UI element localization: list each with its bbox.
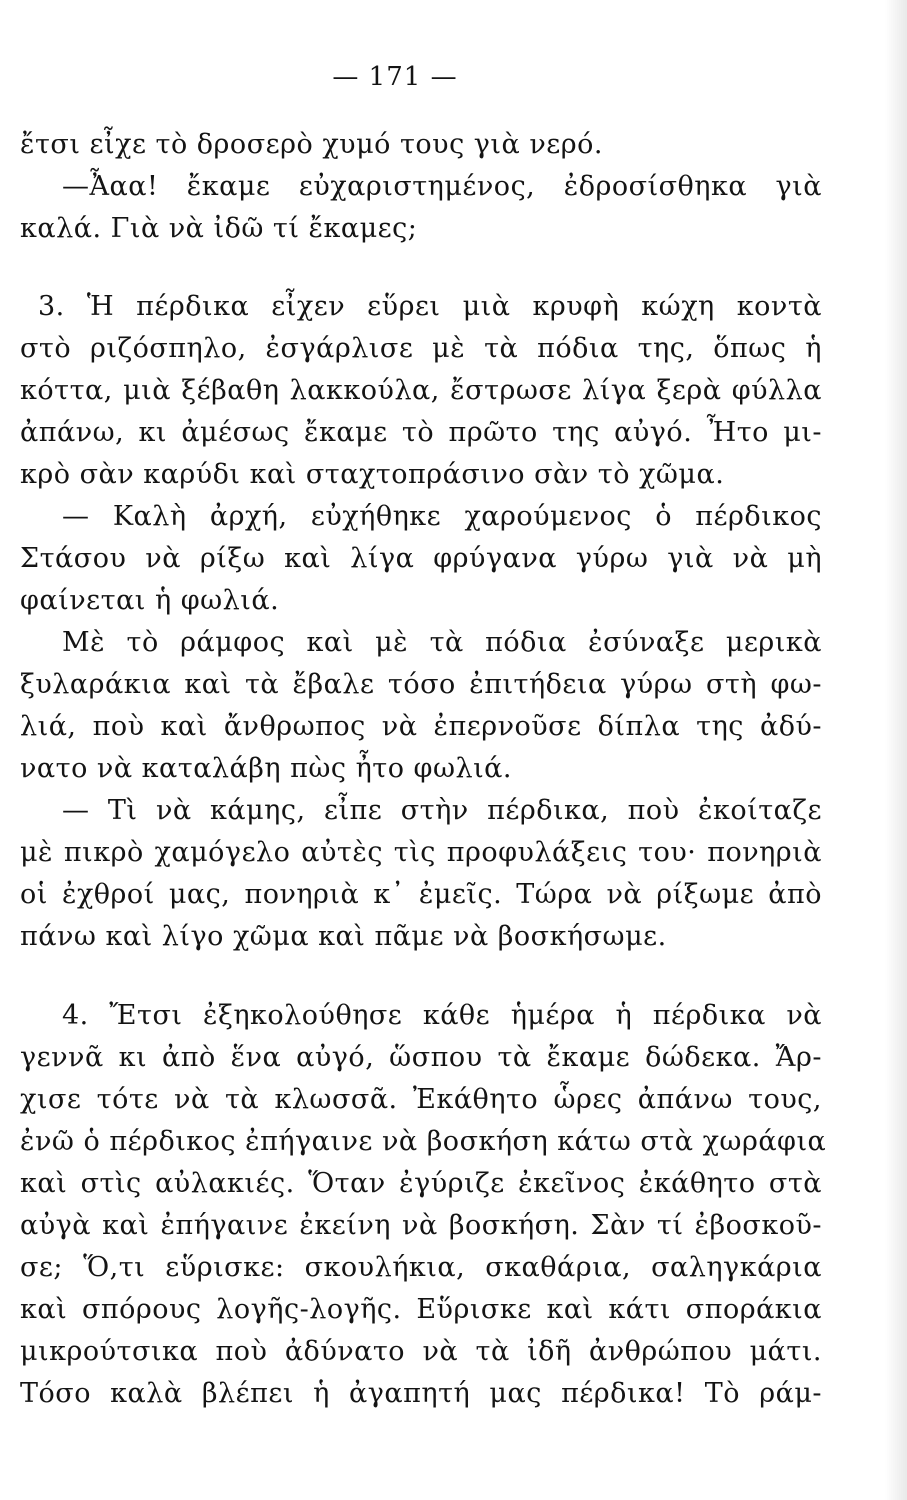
text-line: ἀπάνω, κι ἀμέσως ἔκαμε τὸ πρῶτο της αὐγό. Ἦτο μι- <box>20 417 822 448</box>
text-line: Τόσο καλὰ βλέπει ἡ ἀγαπητή μας πέρδικα! Τὸ ράμ- <box>20 1378 822 1409</box>
text-line: μικρούτσικα ποὺ ἀδύνατο νὰ τὰ ἰδῆ ἀνθρώπου μάτι. <box>20 1336 822 1367</box>
text-line: λιά, ποὺ καὶ ἄνθρωπος νὰ ἐπερνοῦσε δίπλα της ἀδύ- <box>20 711 822 742</box>
text-line: πάνω καὶ λίγο χῶμα καὶ πᾶμε νὰ βοσκήσωμε. <box>20 921 667 952</box>
text-line: χισε τότε νὰ τὰ κλωσσᾶ. Ἐκάθητο ὧρες ἀπάνω τους, <box>20 1084 822 1115</box>
text-line: γεννᾶ κι ἀπὸ ἕνα αὐγό, ὥσπου τὰ ἔκαμε δώδεκα. Ἄρ- <box>20 1042 822 1073</box>
text-line: Στάσου νὰ ρίξω καὶ λίγα φρύγανα γύρω γιὰ νὰ μὴ <box>20 543 822 574</box>
text-line: 3. Ἡ πέρδικα εἶχεν εὕρει μιὰ κρυφὴ κώχη κοντὰ <box>38 291 822 322</box>
text-line: καὶ σπόρους λογῆς-λογῆς. Εὕρισκε καὶ κάτι σποράκια <box>20 1294 822 1325</box>
text-line: κρὸ σὰν καρύδι καὶ σταχτοπράσινο σὰν τὸ χῶμα. <box>20 459 725 490</box>
text-line: μὲ πικρὸ χαμόγελο αὐτὲς τὶς προφυλάξεις του· πονηριὰ <box>20 837 822 868</box>
text-line: κόττα, μιὰ ξέβαθη λακκούλα, ἔστρωσε λίγα ξερὰ φύλλα <box>20 375 822 406</box>
text-line: — Καλὴ ἀρχή, εὐχήθηκε χαρούμενος ὁ πέρδικος <box>62 501 822 532</box>
text-line: ξυλαράκια καὶ τὰ ἔβαλε τόσο ἐπιτήδεια γύρω στὴ φω- <box>20 669 822 700</box>
text-line: — Τὶ νὰ κάμης, εἶπε στὴν πέρδικα, ποὺ ἐκοίταζε <box>62 795 822 826</box>
text-line: στὸ ριζόσπηλο, ἐσγάρλισε μὲ τὰ πόδια της, ὅπως ἡ <box>20 333 822 364</box>
text-line: σε; Ὅ,τι εὕρισκε: σκουλήκια, σκαθάρια, σαληγκάρια <box>20 1252 822 1283</box>
text-line: αὐγὰ καὶ ἐπήγαινε ἐκείνη νὰ βοσκήση. Σὰν τί ἐβοσκοῦ- <box>20 1210 822 1241</box>
text-line: φαίνεται ἡ φωλιά. <box>20 585 280 616</box>
text-line: ἐνῶ ὁ πέρδικος ἐπήγαινε νὰ βοσκήση κάτω στὰ χωράφια <box>20 1126 827 1157</box>
page-number: — 171 — <box>332 62 458 92</box>
page-edge-shadow <box>885 0 907 1500</box>
text-line: καλά. Γιὰ νὰ ἰδῶ τί ἔκαμες; <box>20 213 418 244</box>
text-line: οἱ ἐχθροί μας, πονηριὰ κ᾿ ἐμεῖς. Τώρα νὰ ρίξωμε ἀπὸ <box>20 879 822 910</box>
text-line: 4. Ἔτσι ἐξηκολούθησε κάθε ἡμέρα ἡ πέρδικα νὰ <box>62 1000 822 1031</box>
text-line: ἔτσι εἶχε τὸ δροσερὸ χυμό τους γιὰ νερό. <box>20 129 603 160</box>
text-line: —Ἆαα! ἔκαμε εὐχαριστημένος, ἐδροσίσθηκα γιὰ <box>62 171 822 202</box>
text-line: Μὲ τὸ ράμφος καὶ μὲ τὰ πόδια ἐσύναξε μερικὰ <box>62 627 822 658</box>
text-line: καὶ στὶς αὐλακιές. Ὅταν ἐγύριζε ἐκεῖνος ἐκάθητο στὰ <box>20 1168 822 1199</box>
text-line: νατο νὰ καταλάβη πὼς ἦτο φωλιά. <box>20 753 512 784</box>
